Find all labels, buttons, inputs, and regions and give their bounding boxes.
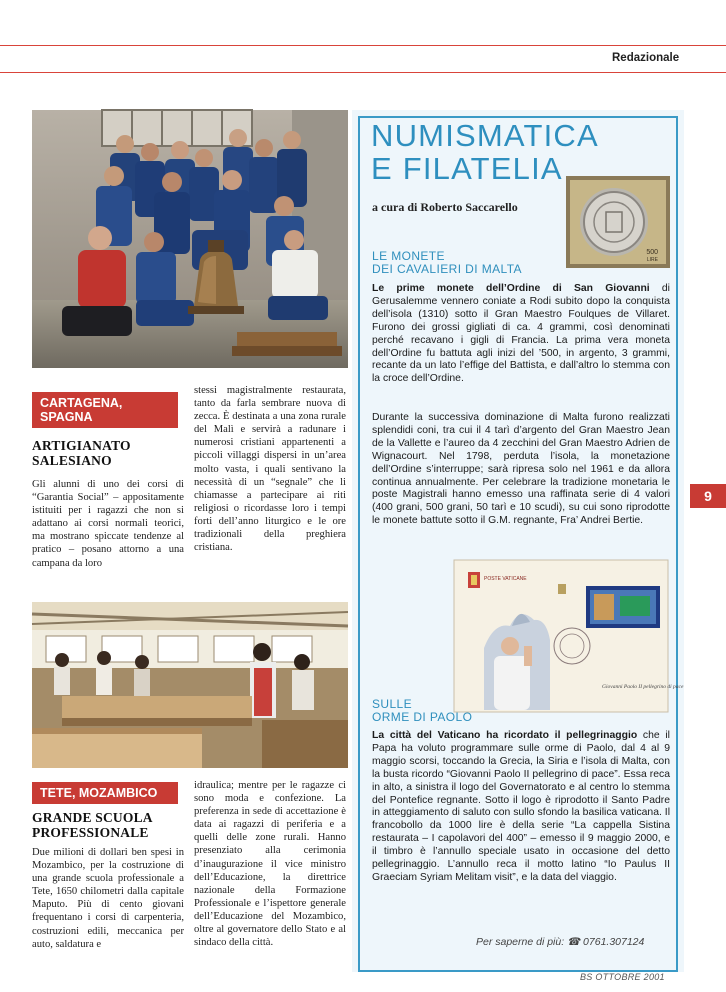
sidebar-title-line: E FILATELIA	[371, 151, 563, 186]
headline-line: GRANDE SCUOLA	[32, 810, 153, 825]
stamp-currency: LIRE	[646, 257, 658, 263]
headline-line: PROFESSIONALE	[32, 825, 149, 840]
coin-stamp	[566, 176, 670, 268]
sidebar-paragraph	[372, 730, 670, 885]
article-column-2: idraulica; mentre per le ragazze ci sono moda e confezione. La preferenza in sede di accettazione è data ai ragazzi di periferia e a quelli delle zone rurali. Hanno presenziato alla cerimonia d’inaugurazione il vice ministro dell’Educazione, la direttrice nazionale della Formazione Professionale e l’ispettore generale dell’Educazione del Mozambico, oltre al governatore dello Stato e al sindaco della città.	[194, 780, 346, 949]
students-bell-photo	[32, 110, 348, 368]
sidebar-heading-line: SULLE	[372, 697, 413, 711]
article-headline	[32, 810, 182, 840]
sidebar-heading-line: LE MONETE	[372, 249, 445, 263]
stamp-value: 500	[646, 249, 658, 256]
envelope-header: POSTE VATICANE	[484, 576, 527, 582]
envelope-caption: Giovanni Paolo II pellegrino di pace	[602, 684, 684, 690]
footer-issue: BS OTTOBRE 2001	[580, 972, 665, 982]
location-tag-cartagena	[32, 392, 178, 428]
top-rule	[0, 45, 726, 46]
article-column-1: Due milioni di dollari ben spesi in Mozambico, per la costruzione di una grande scuola professionale a Tete, 1650 chilometri dalla capitale Maputo. Più di cento giovani frequentano i corsi di carpenteria, costruzioni edili, meccanica per auto, saldatura e	[32, 847, 184, 950]
body-text: che il Papa ha voluto programmare sulle orme di Paolo, dal 4 al 9 maggio scorsi, toccando la Grecia, la Siria e l’isola di Malta, con la busta ricordo “Giovanni Paolo II pellegrino di pace”. Essa reca in alto, a sinistra il logo del Governatorato e al centro lo stemma del Pontefice regnante. Sotto il logo è riprodotto il Santo Padre in atteggiamento di saluto con sullo sfondo la basilica vaticana. Il francobollo da 1000 lire è della serie “La cappella Sistina restaurata – I capolavori del 400” – emesso il 9 maggio 2000, e il timbro è l’annullo speciale usato in occasione del detto pellegrinaggio. L’annullo reca il motto latino “Io Paulus II Graeciam Syriam Melitam visit”, e la data del viaggio.	[372, 730, 670, 883]
article-column-2: stessi magistralmente restaurata, tanto da farla sembrare nuova di zecca. È destinata a una zona rurale del Malì e servirà a radunare i numerosi cristiani appartenenti a piccoli villaggi dispersi in un’area molto vasta, i quali sentivano la necessità di un “segnale” che li chiamasse a partecipare ai riti religiosi o ricordasse loro i tempi forti dell’anno liturgico e le ore tradizionali della preghiera cristiana.	[194, 385, 346, 554]
page-number-tab: 9	[690, 484, 726, 508]
sidebar-heading-line: ORME DI PAOLO	[372, 710, 473, 724]
top-rule-2	[0, 72, 726, 73]
workshop-photo	[32, 602, 348, 768]
body-text: di Gerusalemme vennero coniate a Rodi subito dopo la conquista dell’isola (1310) sotto il Gran Maestro Foulques de Villaret. Furono dei grossi gigliati di ca. 4 grammi, così denominati perché recavano i gigli di Francia. La prima vera moneta dell’Ordine fu battuta agli inizi del ’500, in argento, 3 grammi, recante da un lato l’effige del Battista, e dall’altro lo stemma con la croce dell’Ordine.	[372, 283, 670, 385]
location-tag-tete: TETE, MOZAMBICO	[32, 782, 178, 804]
sidebar-title-line: NUMISMATICA	[371, 118, 599, 153]
article-column-1: Gli alunni di uno dei corsi di “Garantia Social” – appositamente istituiti per i ragazzi che non si adattano ai corsi normali teorici, ma mostrano spiccate tendenze al pratico – posano attorno a una campana da loro	[32, 479, 184, 569]
section-label: Redazionale	[612, 52, 680, 64]
sidebar-heading	[372, 250, 522, 276]
location-tag-line: SPAGNA	[40, 410, 93, 424]
lead-text: Le prime monete dell’Ordine di San Giovanni	[372, 283, 650, 294]
headline-line: ARTIGIANATO	[32, 438, 131, 453]
sidebar-title	[371, 119, 599, 185]
lead-text: La città del Vaticano ha ricordato il pellegrinaggio	[372, 730, 638, 741]
sidebar-heading	[372, 698, 472, 724]
sidebar-heading-line: DEI CAVALIERI DI MALTA	[372, 262, 522, 276]
headline-line: SALESIANO	[32, 453, 112, 468]
contact-info: Per saperne di più: ☎ 0761.307124	[476, 936, 645, 948]
location-tag-line: CARTAGENA,	[40, 396, 123, 410]
sidebar-paragraph	[372, 283, 670, 386]
article-headline	[32, 438, 182, 468]
sidebar-byline: a cura di Roberto Saccarello	[372, 200, 518, 214]
vatican-envelope	[454, 560, 684, 712]
sidebar-paragraph: Durante la successiva dominazione di Malta furono realizzati splendidi coni, tra cui il 4 tarì d’argento del Gran Maestro Jean de la Vallette e l’aureo da 4 zecchini del Gran Maestro Adrien de Wignacourt. Nel 1798, perduta l’isola, la monetazione dell’Ordine s’interruppe; sarà ripresa solo nel 1961 e da allora continua annualmente. Per celebrare la tradizione monetaria le poste Magistrali hanno emesso una raffinata serie di 4 valori (400 grani, 500 grani, 50 tarì e 10 scudi), su cui sono riprodotte le monete battute sotto il G.M. regnante, Fra’ Andrei Bertie.	[372, 412, 670, 527]
